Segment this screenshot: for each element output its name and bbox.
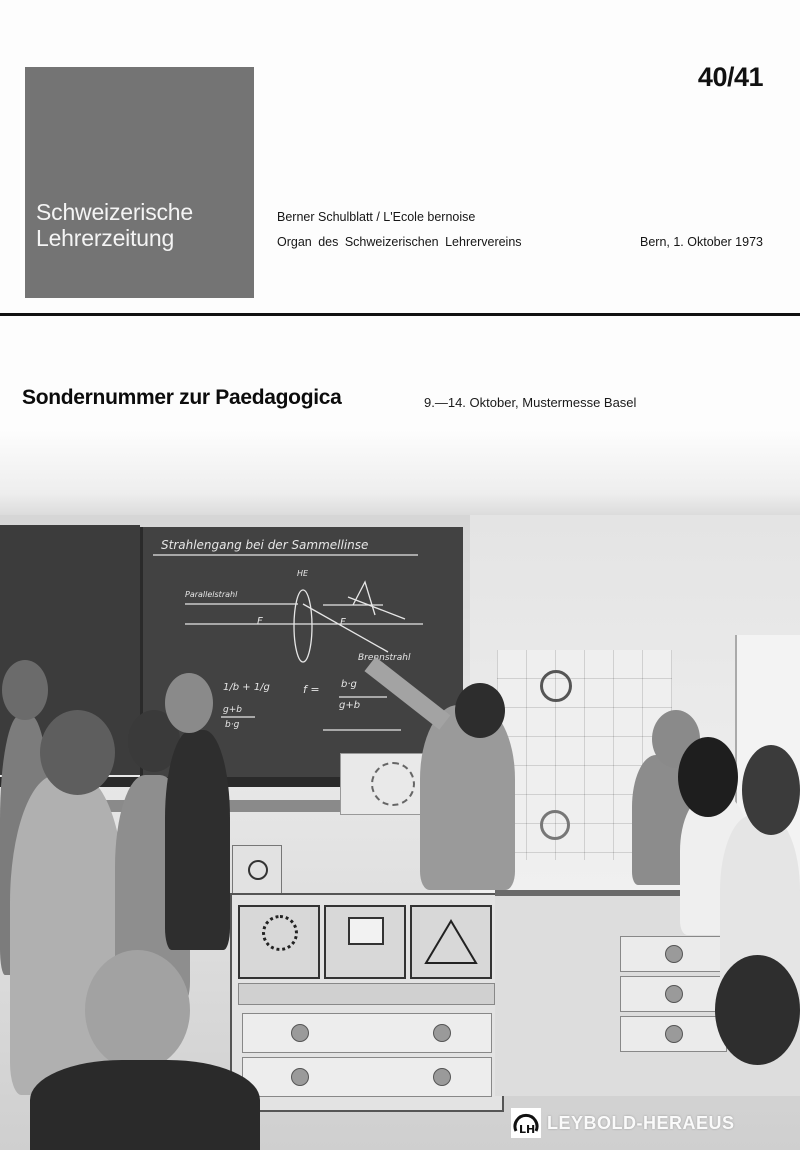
issue-number: 40/41: [697, 62, 763, 92]
bench-drawer: [242, 1013, 492, 1053]
publication-subtitle: Berner Schulblatt / L'Ecole bernoise: [277, 210, 476, 224]
svg-text:b·g: b·g: [225, 720, 240, 730]
svg-text:f =: f =: [303, 683, 320, 696]
instrument-panel: [324, 905, 406, 979]
student-head: [742, 745, 800, 835]
horizontal-rule: [0, 313, 800, 316]
svg-text:g+b: g+b: [223, 705, 242, 715]
publication-date: Bern, 1. Oktober 1973: [640, 235, 763, 249]
chalk-heading: Strahlengang bei der Sammellinse: [161, 538, 369, 552]
cover-photo: [0, 515, 800, 1150]
instrument-panel: [238, 905, 320, 979]
headline-subtitle: 9.—14. Oktober, Mustermesse Basel: [424, 395, 637, 410]
chalk-label-left: Parallelstrahl: [185, 590, 238, 599]
student-head-foreground: [715, 955, 800, 1065]
lh-logo-icon: [511, 1108, 541, 1138]
masthead-title-line1: Schweizerische: [36, 199, 193, 225]
power-supply-unit: [232, 845, 282, 897]
student-figure-foreground: [30, 1060, 260, 1150]
counter-drawer: [620, 936, 727, 972]
svg-text:LH: LH: [519, 1123, 536, 1136]
perforated-strip: [238, 983, 495, 1005]
chalk-focal-right: F: [340, 617, 346, 628]
teacher-head: [455, 683, 505, 738]
svg-text:b·g: b·g: [341, 679, 357, 690]
bench-drawer: [242, 1057, 492, 1097]
headline-title: Sondernummer zur Paedagogica: [22, 386, 342, 409]
svg-text:g+b: g+b: [339, 700, 361, 711]
wall-ring-icon: [540, 810, 570, 840]
counter-drawer: [620, 1016, 727, 1052]
instrument-panel: [410, 905, 492, 979]
photo-fade: [0, 430, 800, 520]
masthead-title-line2: Lehrerzeitung: [36, 225, 175, 251]
student-head: [40, 710, 115, 795]
student-head: [165, 673, 213, 733]
student-figure: [165, 730, 230, 950]
leybold-heraeus-logo: [511, 1105, 735, 1141]
student-head: [2, 660, 48, 720]
student-head-foreground: [85, 950, 190, 1070]
chalk-label-right: Brennstrahl: [358, 653, 411, 663]
masthead-title: [36, 199, 193, 251]
counter-drawer: [620, 976, 727, 1012]
wall-ring-icon: [540, 670, 572, 702]
publication-organ: Organ des Schweizerischen Lehrervereins: [277, 235, 522, 249]
logo-text: LEYBOLD-HERAEUS: [547, 1112, 735, 1133]
chalk-label-top: HE: [297, 569, 309, 578]
student-head: [678, 737, 738, 817]
lab-bench: [230, 893, 504, 1112]
svg-text:1/b + 1/g: 1/b + 1/g: [223, 682, 270, 693]
masthead-box: [25, 67, 254, 298]
chalk-focal-left: F: [257, 616, 263, 627]
